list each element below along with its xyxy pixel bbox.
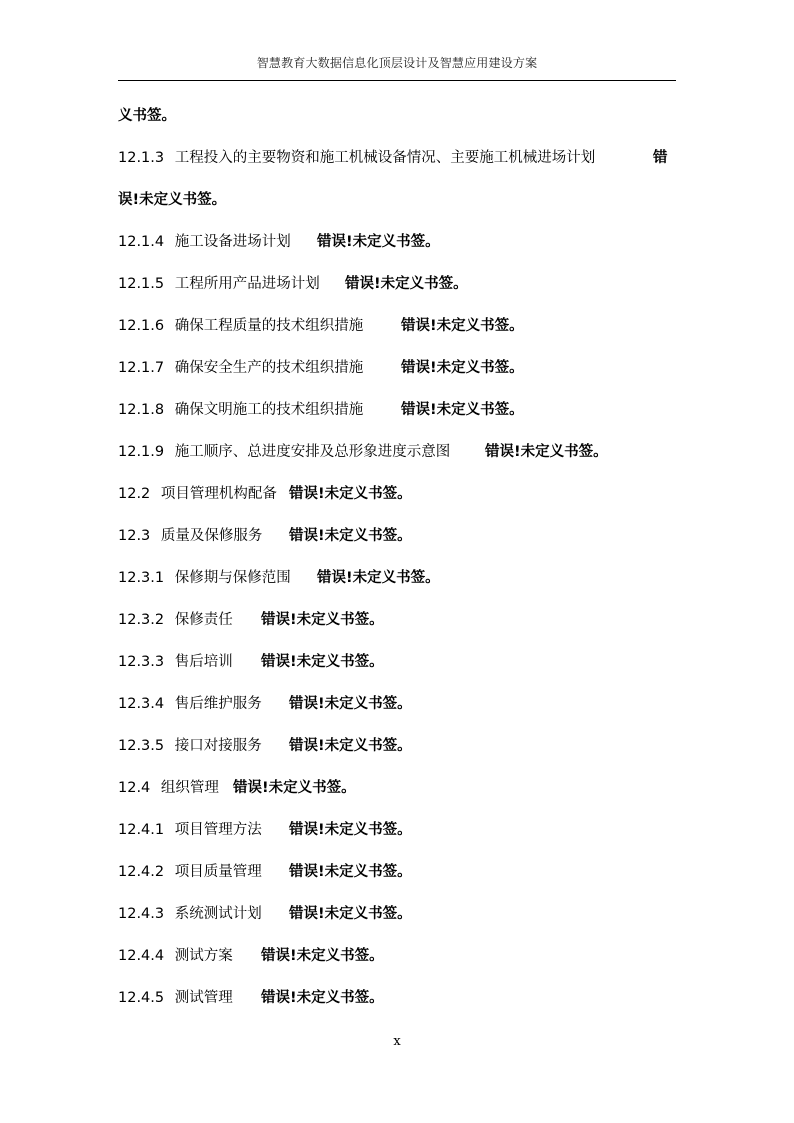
toc-error-text: 错误!未定义书签。 [317,570,440,586]
toc-entry-number: 12.2 [118,486,151,502]
toc-entry-title: 项目质量管理 [174,864,262,880]
toc-entry-title: 施工顺序、总进度安排及总形象进度示意图 [174,444,451,460]
toc-error-text: 错误!未定义书签。 [289,906,412,922]
toc-entry-12-1-8[interactable] [118,400,678,420]
toc-entry-number: 12.4.1 [118,822,165,838]
toc-entry-12-4-3[interactable] [118,904,678,924]
toc-entry-number: 12.3.4 [118,696,165,712]
toc-entry-12-4-1[interactable] [118,820,678,840]
page-number: x [393,1034,401,1049]
toc-error-text: 错误!未定义书签。 [345,276,468,292]
toc-entry-12-1-9[interactable] [118,442,678,462]
toc-entry-12-1-3[interactable] [118,148,678,168]
toc-entry-title: 确保安全生产的技术组织措施 [174,360,364,376]
toc-error-text: 错误!未定义书签。 [289,738,412,754]
toc-entry-number: 12.4.5 [118,990,165,1006]
toc-error-text: 义书签。 [118,108,176,124]
toc-entry-12-1-7[interactable] [118,358,678,378]
toc-entry-title: 项目管理机构配备 [160,486,277,502]
toc-entry-12-3-5[interactable] [118,736,678,756]
toc-entry-number: 12.3.5 [118,738,165,754]
toc-entry-number: 12.3.3 [118,654,165,670]
toc-error-text: 错误!未定义书签。 [289,822,412,838]
toc-entry-12-3[interactable] [118,526,678,546]
toc-error-text: 错误!未定义书签。 [261,948,384,964]
toc-error-text: 错误!未定义书签。 [233,780,356,796]
toc-entry-title: 接口对接服务 [174,738,262,754]
toc-entry-title: 售后维护服务 [174,696,262,712]
toc-entry-12-1-6[interactable] [118,316,678,336]
toc-error-text: 错误!未定义书签。 [401,318,524,334]
toc-entry-number: 12.1.5 [118,276,165,292]
toc-error-text: 错误!未定义书签。 [261,990,384,1006]
toc-entry-title: 组织管理 [160,780,219,796]
toc-entry-number: 12.1.3 [118,150,165,166]
toc-entry-title: 保修责任 [174,612,233,628]
toc-entry-number: 12.1.4 [118,234,165,250]
toc-entry-12-4-5[interactable] [118,988,678,1008]
toc-error-text: 错误!未定义书签。 [485,444,608,460]
toc-error-text: 错误!未定义书签。 [289,864,412,880]
page-header: 智慧教育大数据信息化顶层设计及智慧应用建设方案 [256,56,538,70]
toc-entry-title: 保修期与保修范围 [174,570,291,586]
toc-error-text: 错误!未定义书签。 [289,528,412,544]
toc-entry-number: 12.1.6 [118,318,165,334]
toc-entry-12-3-4[interactable] [118,694,678,714]
toc-entry-number: 12.3.2 [118,612,165,628]
toc-entry-title: 测试管理 [174,990,233,1006]
toc-entry-12-1-3-continued [118,190,678,210]
toc-error-text: 错误!未定义书签。 [401,402,524,418]
toc-entry-number: 12.3.1 [118,570,165,586]
toc-error-text: 错误!未定义书签。 [261,654,384,670]
toc-entry-12-2[interactable] [118,484,678,504]
toc-entry-12-1-4[interactable] [118,232,678,252]
toc-entry-12-1-5[interactable] [118,274,678,294]
toc-error-text: 错误!未定义书签。 [261,612,384,628]
toc-entry-title: 项目管理方法 [174,822,262,838]
toc-entry-title: 确保工程质量的技术组织措施 [174,318,364,334]
toc-entry-12-3-3[interactable] [118,652,678,672]
toc-entry-number: 12.1.8 [118,402,165,418]
toc-entry-12-3-2[interactable] [118,610,678,630]
toc-entry-title: 施工设备进场计划 [174,234,291,250]
toc-error-text: 错误!未定义书签。 [289,486,412,502]
toc-entry-number: 12.1.9 [118,444,165,460]
toc-entry-title: 质量及保修服务 [160,528,263,544]
toc-error-text: 错误!未定义书签。 [289,696,412,712]
toc-entry-title: 测试方案 [174,948,233,964]
toc-entry-12-4[interactable] [118,778,678,798]
toc-entry-12-3-1[interactable] [118,568,678,588]
toc-error-text: 错误!未定义书签。 [317,234,440,250]
toc-error-text: 错误!未定义书签。 [401,360,524,376]
toc-entry-number: 12.4.2 [118,864,165,880]
toc-error-text: 误!未定义书签。 [118,192,227,208]
toc-entry-title: 工程投入的主要物资和施工机械设备情况、主要施工机械进场计划 [174,150,596,166]
toc-entry-number: 12.1.7 [118,360,165,376]
toc-continued-line [118,106,678,126]
toc-entry-title: 确保文明施工的技术组织措施 [174,402,364,418]
toc-entry-number: 12.4.4 [118,948,165,964]
toc-entry-12-4-4[interactable] [118,946,678,966]
toc-error-text: 错 [653,150,668,166]
toc-entry-number: 12.4.3 [118,906,165,922]
toc-entry-12-4-2[interactable] [118,862,678,882]
toc-entry-number: 12.3 [118,528,151,544]
toc-entry-number: 12.4 [118,780,151,796]
toc-entry-title: 售后培训 [174,654,233,670]
toc-entry-title: 系统测试计划 [174,906,262,922]
toc-entry-title: 工程所用产品进场计划 [174,276,320,292]
header-divider [118,80,676,81]
